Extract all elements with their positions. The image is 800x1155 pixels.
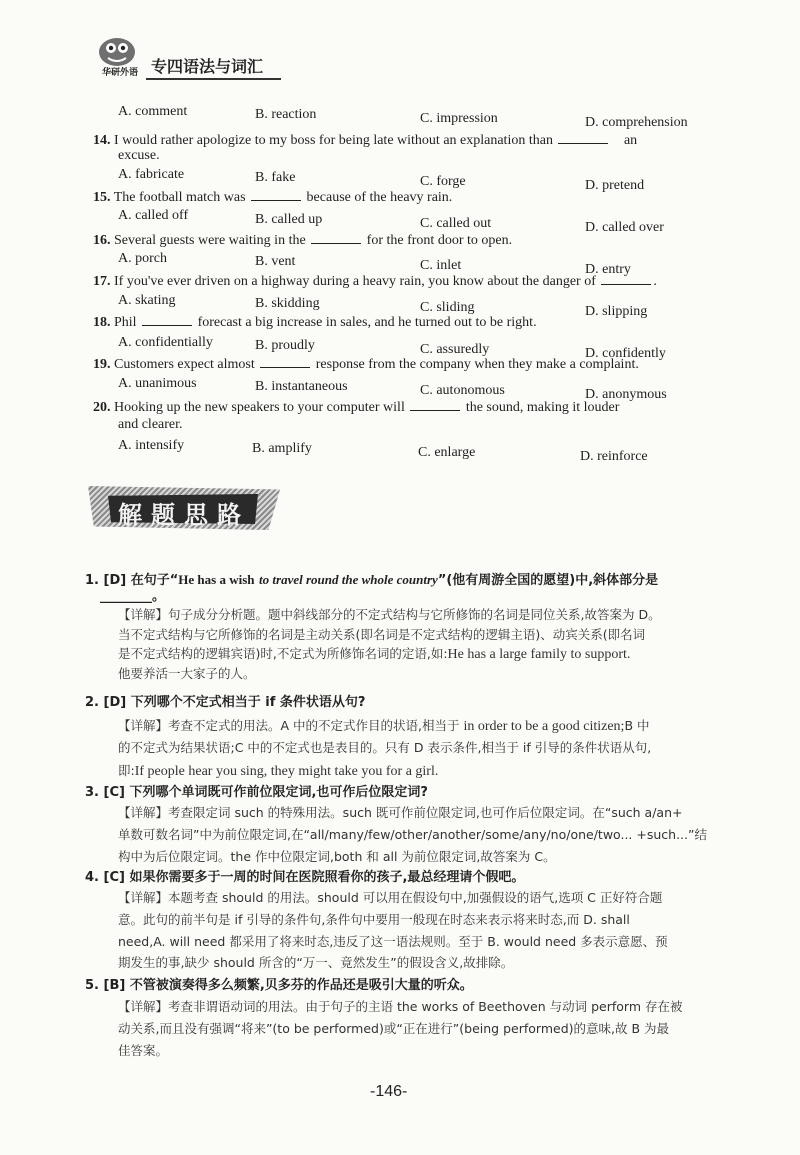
q17-option-a: A. skating [118, 293, 176, 308]
q15-option-d: D. called over [585, 220, 664, 235]
section-title: 解题思路 [118, 501, 250, 529]
q15-option-c: C. called out [420, 216, 492, 231]
question-text: response from the company when they make a complaint. [315, 357, 639, 372]
answer-blank [260, 356, 310, 368]
q18-option-d: D. confidently [585, 346, 666, 361]
answer-3-detail-2: 单数可数名词”中为前位限定词,在“all/many/few/other/another/some/any/no/one/two... +such...”结 [118, 827, 707, 842]
q20-option-a: A. intensify [118, 438, 185, 453]
q16-option-c: C. inlet [420, 258, 462, 273]
answer-4-heading [85, 866, 524, 885]
answer-number: 2. [85, 695, 99, 710]
detail-text: 【详解】考查不定式的用法。A 中的不定式作目的状语,相当于 [118, 718, 460, 733]
q13-option-b: B. reaction [255, 107, 317, 122]
question-text: Phil [114, 315, 137, 330]
answer-3-detail-3: 构中为后位限定词。the 作中位限定词,both 和 all 为前位限定词,故答案为 C。 [118, 849, 556, 864]
detail-text-en: in order to be a good citizen; [463, 719, 625, 734]
answer-1-detail-1: 【详解】句子成分分析题。题中斜线部分的不定式结构与它所修饰的名词是同位关系,故答案为 D。 [118, 607, 661, 622]
logo-text: 华研外语 [101, 68, 138, 78]
publisher-logo [93, 38, 143, 78]
question-text: . [653, 274, 657, 289]
question-16 [93, 232, 512, 249]
detail-text-en: He has a large family to support. [447, 647, 631, 662]
question-14-cont: excuse. [118, 148, 160, 163]
q20-option-d: D. reinforce [580, 449, 648, 464]
answer-number: 3. [85, 785, 99, 800]
answer-blank [601, 273, 651, 285]
question-number: 15. [93, 190, 111, 205]
question-text: Several guests were waiting in the [114, 233, 306, 248]
answer-1-detail-2: 当不定式结构与它所修饰的名词是主动关系(即名词是不定式结构的逻辑主语)、动宾关系(即名词 [118, 627, 646, 642]
answer-key: [C] [103, 785, 125, 800]
answer-text: ”(他有周游全国的愿望)中,斜体部分是 [437, 573, 659, 588]
frog-logo-icon [99, 38, 135, 66]
q14-option-b: B. fake [255, 170, 296, 185]
answer-number: 1. [85, 573, 99, 588]
answer-blank [558, 132, 608, 144]
q19-option-d: D. anonymous [585, 387, 667, 402]
answer-number: 5. [85, 978, 99, 993]
answer-text: 在句子“ [130, 573, 179, 588]
question-text: If you've ever driven on a highway during a heavy rain, you know about the danger of [114, 274, 596, 289]
answer-text: 如果你需要多于一周的时间在医院照看你的孩子,最总经理请个假吧。 [129, 870, 525, 885]
answer-2-detail-1 [118, 716, 650, 735]
question-number: 19. [93, 357, 111, 372]
q19-option-b: B. instantaneous [255, 379, 348, 394]
q13-option-c: C. impression [420, 111, 498, 126]
question-text: because of the heavy rain. [306, 190, 453, 205]
answer-3-heading [85, 781, 428, 800]
question-text: The football match was [113, 190, 246, 205]
question-15 [93, 189, 452, 206]
answer-key: [D] [103, 695, 127, 710]
detail-text: 即: [118, 763, 135, 778]
page-number: -146- [370, 1083, 408, 1100]
answer-text-italic: to travel round the whole country [259, 572, 438, 587]
question-number: 18. [93, 315, 111, 330]
detail-text: B 中 [624, 718, 650, 733]
question-text: Customers expect almost [114, 357, 255, 372]
answer-5-detail-2: 动关系,而且没有强调“将来”(to be performed)或“正在进行”(being performed)的意味,故 B 为最 [118, 1021, 669, 1036]
q13-option-a: A. comment [118, 104, 188, 119]
detail-text-en: If people hear you sing, they might take you for a girl. [134, 764, 439, 779]
q15-option-b: B. called up [255, 212, 323, 227]
q19-option-c: C. autonomous [420, 383, 505, 398]
answer-blank [410, 399, 460, 411]
answer-text: 下列哪个不定式相当于 if 条件状语从句? [130, 695, 366, 710]
q17-option-c: C. sliding [420, 300, 475, 315]
answer-blank [251, 189, 301, 201]
question-17 [93, 273, 657, 290]
q17-option-d: D. slipping [585, 304, 648, 319]
q19-option-a: A. unanimous [118, 376, 197, 391]
question-text: the sound, making it louder [465, 400, 620, 415]
q18-option-c: C. assuredly [420, 342, 490, 357]
answer-3-detail-1: 【详解】考查限定词 such 的特殊用法。such 既可作前位限定词,也可作后位限定词。在“such a/an+ [118, 805, 683, 820]
answer-1-blank: ________。 [100, 589, 166, 604]
answer-text-en: He has a wish [178, 572, 255, 587]
answer-4-detail-3: need,A. will need 都采用了将来时态,违反了这一语法规则。至于 B. would need 多表示意愿、预 [118, 934, 668, 949]
answer-blank [311, 232, 361, 244]
answer-4-detail-4: 期发生的事,缺少 should 所含的“万一、竟然发生”的假设含义,故排除。 [118, 955, 514, 970]
answer-number: 4. [85, 870, 99, 885]
question-number: 20. [93, 400, 111, 415]
question-19 [93, 356, 639, 373]
question-number: 17. [93, 274, 111, 289]
answer-key: [C] [103, 870, 125, 885]
q16-option-a: A. porch [118, 251, 167, 266]
answer-2-heading [85, 691, 365, 710]
q14-option-a: A. fabricate [118, 167, 185, 182]
q20-option-b: B. amplify [252, 441, 312, 456]
question-number: 14. [93, 133, 111, 148]
header-underline [146, 78, 281, 80]
answer-text: 不管被演奏得多么频繁,贝多芬的作品还是吸引大量的听众。 [129, 978, 473, 993]
question-text: forecast a big increase in sales, and he turned out to be right. [197, 315, 537, 330]
detail-text: 是不定式结构的逻辑宾语)时,不定式为所修饰名词的定语,如: [118, 646, 448, 661]
q16-option-d: D. entry [585, 262, 631, 277]
frog-icon [99, 38, 135, 66]
q13-option-d: D. comprehension [585, 115, 688, 130]
q14-option-d: D. pretend [585, 178, 645, 193]
question-text: I would rather apologize to my boss for being late without an explanation than [114, 133, 553, 148]
answer-1-heading [85, 569, 658, 588]
question-14 [93, 132, 637, 149]
q15-option-a: A. called off [118, 208, 189, 223]
answer-text: 下列哪个单词既可作前位限定词,也可作后位限定词? [129, 785, 428, 800]
question-text: for the front door to open. [366, 233, 513, 248]
answer-1-detail-3 [118, 644, 630, 663]
question-20-cont: and clearer. [118, 417, 183, 432]
answer-1-detail-4: 他要养活一大家子的人。 [118, 666, 256, 681]
question-20 [93, 399, 619, 416]
question-text: Hooking up the new speakers to your computer will [114, 400, 405, 415]
header-title: 专四语法与词汇 [151, 57, 264, 76]
q17-option-b: B. skidding [255, 296, 320, 311]
q14-option-c: C. forge [420, 174, 466, 189]
q20-option-c: C. enlarge [418, 445, 476, 460]
question-18 [93, 314, 537, 331]
answer-5-heading [85, 974, 473, 993]
q18-option-a: A. confidentially [118, 335, 213, 350]
answer-4-detail-2: 意。此句的前半句是 if 引导的条件句,条件句中要用一般现在时态来表示将来时态,而 D. shall [118, 912, 630, 927]
answer-key: [D] [103, 573, 127, 588]
q16-option-b: B. vent [255, 254, 296, 269]
question-text: an [623, 133, 638, 148]
answer-2-detail-3 [118, 761, 438, 780]
answer-4-detail-1: 【详解】本题考查 should 的用法。should 可以用在假设句中,加强假设的语气,选项 C 正好符合题 [118, 890, 663, 905]
answer-blank [142, 314, 192, 326]
q18-option-b: B. proudly [255, 338, 315, 353]
answer-5-detail-3: 佳答案。 [118, 1043, 169, 1058]
answer-2-detail-2: 的不定式为结果状语;C 中的不定式也是表目的。只有 D 表示条件,相当于 if 引导的条件状语从句, [118, 740, 652, 755]
answer-key: [B] [103, 978, 126, 993]
question-number: 16. [93, 233, 111, 248]
answer-5-detail-1: 【详解】考查非谓语动词的用法。由于句子的主语 the works of Beethoven 与动词 perform 存在被 [118, 999, 683, 1014]
